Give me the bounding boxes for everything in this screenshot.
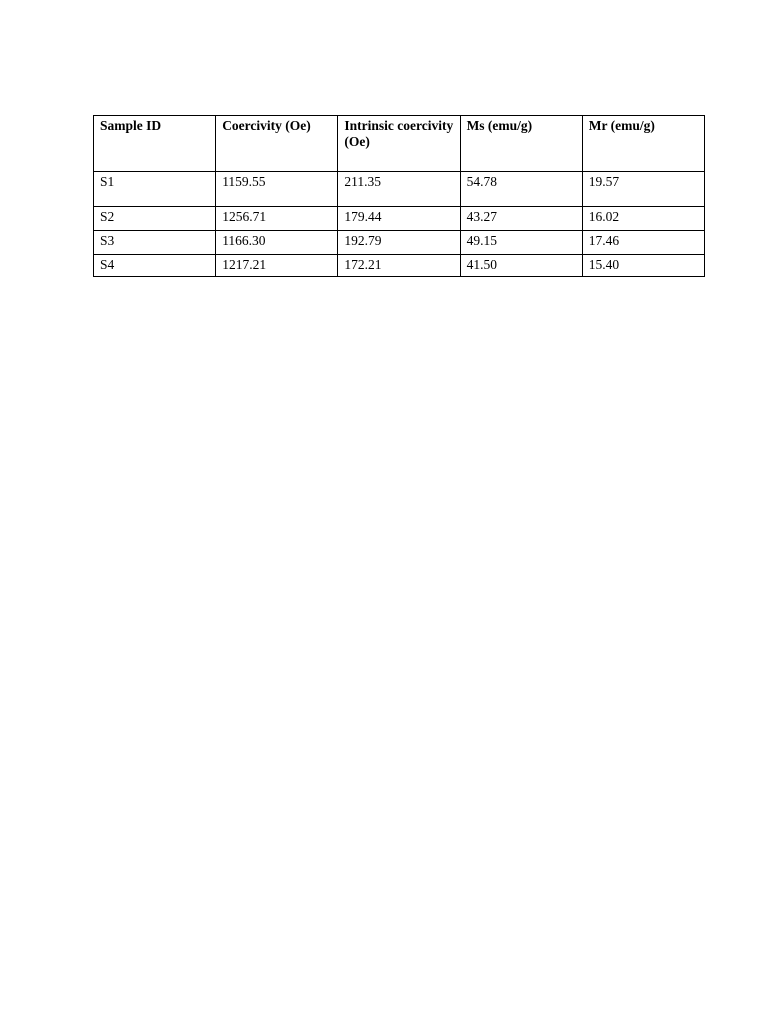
cell-ms: 43.27 xyxy=(460,207,582,231)
cell-intrinsic-coercivity: 172.21 xyxy=(338,255,460,277)
cell-sample-id: S3 xyxy=(94,231,216,255)
cell-sample-id: S1 xyxy=(94,172,216,207)
cell-ms: 41.50 xyxy=(460,255,582,277)
header-intrinsic-coercivity: Intrinsic coercivity (Oe) xyxy=(338,116,460,172)
cell-intrinsic-coercivity: 179.44 xyxy=(338,207,460,231)
table-row xyxy=(94,207,705,231)
cell-mr: 19.57 xyxy=(582,172,704,207)
table-row xyxy=(94,255,705,277)
header-ms: Ms (emu/g) xyxy=(460,116,582,172)
cell-intrinsic-coercivity: 211.35 xyxy=(338,172,460,207)
cell-coercivity: 1166.30 xyxy=(216,231,338,255)
cell-coercivity: 1159.55 xyxy=(216,172,338,207)
table-header-row xyxy=(94,116,705,172)
cell-coercivity: 1256.71 xyxy=(216,207,338,231)
cell-ms: 49.15 xyxy=(460,231,582,255)
cell-sample-id: S4 xyxy=(94,255,216,277)
magnetic-properties-table xyxy=(93,115,705,277)
table-row xyxy=(94,231,705,255)
cell-coercivity: 1217.21 xyxy=(216,255,338,277)
cell-sample-id: S2 xyxy=(94,207,216,231)
header-coercivity: Coercivity (Oe) xyxy=(216,116,338,172)
cell-mr: 17.46 xyxy=(582,231,704,255)
table-row xyxy=(94,172,705,207)
cell-mr: 16.02 xyxy=(582,207,704,231)
cell-mr: 15.40 xyxy=(582,255,704,277)
cell-ms: 54.78 xyxy=(460,172,582,207)
header-sample-id: Sample ID xyxy=(94,116,216,172)
header-mr: Mr (emu/g) xyxy=(582,116,704,172)
cell-intrinsic-coercivity: 192.79 xyxy=(338,231,460,255)
